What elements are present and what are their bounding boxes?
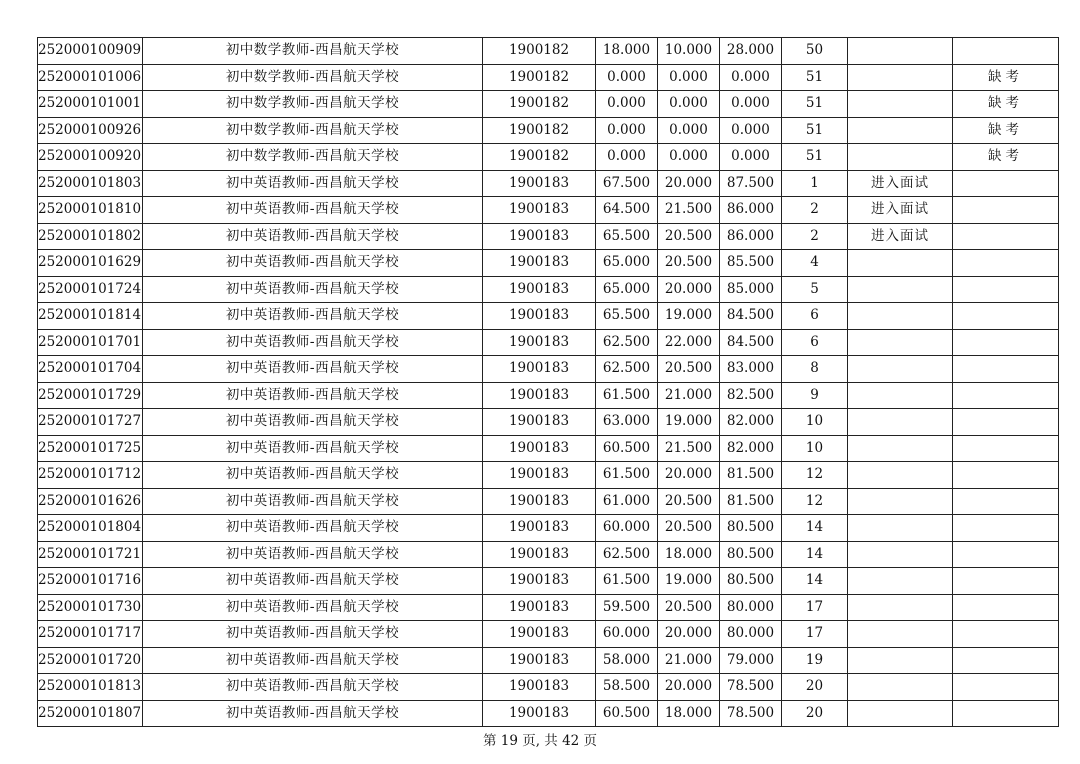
remark-cell	[953, 409, 1059, 436]
written-score-cell: 0.000	[596, 91, 658, 118]
table-row	[38, 568, 1059, 595]
position-cell: 初中英语教师-西昌航天学校	[143, 276, 483, 303]
remark-cell	[953, 382, 1059, 409]
total-score-cell: 82.000	[720, 409, 782, 436]
written-score-cell: 0.000	[596, 117, 658, 144]
total-score-cell: 0.000	[720, 64, 782, 91]
result-cell	[848, 144, 953, 171]
remark-cell	[953, 647, 1059, 674]
bonus-score-cell: 10.000	[658, 38, 720, 65]
rank-cell: 2	[782, 197, 848, 224]
position-code-cell: 1900182	[483, 64, 596, 91]
position-cell: 初中英语教师-西昌航天学校	[143, 488, 483, 515]
total-score-cell: 0.000	[720, 91, 782, 118]
total-score-cell: 85.000	[720, 276, 782, 303]
position-cell: 初中英语教师-西昌航天学校	[143, 170, 483, 197]
candidate-id-cell: 252000101626	[38, 488, 143, 515]
written-score-cell: 67.500	[596, 170, 658, 197]
table-row	[38, 541, 1059, 568]
position-code-cell: 1900183	[483, 647, 596, 674]
candidate-id-cell: 252000101725	[38, 435, 143, 462]
written-score-cell: 65.000	[596, 276, 658, 303]
position-code-cell: 1900183	[483, 621, 596, 648]
bonus-score-cell: 20.000	[658, 621, 720, 648]
table-row	[38, 621, 1059, 648]
total-score-cell: 83.000	[720, 356, 782, 383]
position-cell: 初中英语教师-西昌航天学校	[143, 515, 483, 542]
rank-cell: 14	[782, 568, 848, 595]
bonus-score-cell: 20.000	[658, 276, 720, 303]
remark-cell: 缺考	[953, 117, 1059, 144]
remark-cell: 缺考	[953, 144, 1059, 171]
table-row	[38, 356, 1059, 383]
written-score-cell: 0.000	[596, 64, 658, 91]
table-row	[38, 382, 1059, 409]
written-score-cell: 18.000	[596, 38, 658, 65]
table-row	[38, 91, 1059, 118]
table-row	[38, 64, 1059, 91]
written-score-cell: 61.500	[596, 462, 658, 489]
candidate-id-cell: 252000100920	[38, 144, 143, 171]
total-score-cell: 86.000	[720, 223, 782, 250]
total-score-cell: 86.000	[720, 197, 782, 224]
position-code-cell: 1900183	[483, 594, 596, 621]
result-cell	[848, 621, 953, 648]
bonus-score-cell: 20.500	[658, 356, 720, 383]
rank-cell: 10	[782, 435, 848, 462]
written-score-cell: 64.500	[596, 197, 658, 224]
candidate-id-cell: 252000101804	[38, 515, 143, 542]
rank-cell: 2	[782, 223, 848, 250]
remark-cell	[953, 462, 1059, 489]
written-score-cell: 60.000	[596, 621, 658, 648]
remark-cell	[953, 568, 1059, 595]
remark-cell	[953, 674, 1059, 701]
candidate-id-cell: 252000101730	[38, 594, 143, 621]
result-cell	[848, 117, 953, 144]
position-code-cell: 1900183	[483, 515, 596, 542]
position-code-cell: 1900182	[483, 91, 596, 118]
result-cell	[848, 674, 953, 701]
rank-cell: 10	[782, 409, 848, 436]
total-score-cell: 80.500	[720, 541, 782, 568]
result-cell	[848, 515, 953, 542]
position-cell: 初中英语教师-西昌航天学校	[143, 435, 483, 462]
total-score-cell: 84.500	[720, 329, 782, 356]
result-cell	[848, 276, 953, 303]
position-cell: 初中英语教师-西昌航天学校	[143, 329, 483, 356]
candidate-id-cell: 252000101001	[38, 91, 143, 118]
written-score-cell: 58.000	[596, 647, 658, 674]
position-code-cell: 1900183	[483, 382, 596, 409]
remark-cell	[953, 250, 1059, 277]
remark-cell	[953, 515, 1059, 542]
position-code-cell: 1900183	[483, 197, 596, 224]
result-cell	[848, 488, 953, 515]
total-score-cell: 28.000	[720, 38, 782, 65]
result-cell	[848, 647, 953, 674]
total-score-cell: 82.000	[720, 435, 782, 462]
result-cell	[848, 462, 953, 489]
written-score-cell: 61.000	[596, 488, 658, 515]
total-score-cell: 80.500	[720, 568, 782, 595]
bonus-score-cell: 0.000	[658, 117, 720, 144]
table-row	[38, 462, 1059, 489]
total-score-cell: 85.500	[720, 250, 782, 277]
bonus-score-cell: 18.000	[658, 700, 720, 727]
table-row	[38, 674, 1059, 701]
result-cell	[848, 435, 953, 462]
total-score-cell: 0.000	[720, 117, 782, 144]
bonus-score-cell: 19.000	[658, 303, 720, 330]
table-row	[38, 170, 1059, 197]
written-score-cell: 59.500	[596, 594, 658, 621]
total-score-cell: 80.000	[720, 594, 782, 621]
written-score-cell: 60.500	[596, 700, 658, 727]
position-code-cell: 1900183	[483, 250, 596, 277]
result-cell	[848, 356, 953, 383]
rank-cell: 14	[782, 541, 848, 568]
result-cell	[848, 91, 953, 118]
rank-cell: 51	[782, 117, 848, 144]
total-score-cell: 0.000	[720, 144, 782, 171]
rank-cell: 50	[782, 38, 848, 65]
result-cell: 进入面试	[848, 170, 953, 197]
result-cell: 进入面试	[848, 197, 953, 224]
bonus-score-cell: 20.000	[658, 674, 720, 701]
table-row	[38, 329, 1059, 356]
result-cell: 进入面试	[848, 223, 953, 250]
rank-cell: 12	[782, 488, 848, 515]
bonus-score-cell: 20.000	[658, 462, 720, 489]
remark-cell	[953, 197, 1059, 224]
written-score-cell: 58.500	[596, 674, 658, 701]
table-row	[38, 594, 1059, 621]
position-cell: 初中英语教师-西昌航天学校	[143, 462, 483, 489]
total-score-cell: 78.500	[720, 674, 782, 701]
candidate-id-cell: 252000101814	[38, 303, 143, 330]
table-row	[38, 117, 1059, 144]
bonus-score-cell: 22.000	[658, 329, 720, 356]
candidate-id-cell: 252000101802	[38, 223, 143, 250]
position-cell: 初中英语教师-西昌航天学校	[143, 250, 483, 277]
rank-cell: 12	[782, 462, 848, 489]
position-cell: 初中英语教师-西昌航天学校	[143, 594, 483, 621]
remark-cell	[953, 223, 1059, 250]
remark-cell	[953, 329, 1059, 356]
total-score-cell: 80.500	[720, 515, 782, 542]
position-cell: 初中英语教师-西昌航天学校	[143, 197, 483, 224]
remark-cell	[953, 38, 1059, 65]
table-row	[38, 488, 1059, 515]
position-cell: 初中数学教师-西昌航天学校	[143, 64, 483, 91]
written-score-cell: 60.500	[596, 435, 658, 462]
candidate-id-cell: 252000101807	[38, 700, 143, 727]
position-cell: 初中英语教师-西昌航天学校	[143, 568, 483, 595]
bonus-score-cell: 0.000	[658, 91, 720, 118]
rank-cell: 51	[782, 64, 848, 91]
position-cell: 初中数学教师-西昌航天学校	[143, 91, 483, 118]
total-score-cell: 87.500	[720, 170, 782, 197]
position-cell: 初中数学教师-西昌航天学校	[143, 38, 483, 65]
written-score-cell: 65.500	[596, 303, 658, 330]
position-code-cell: 1900183	[483, 170, 596, 197]
candidate-id-cell: 252000101704	[38, 356, 143, 383]
bonus-score-cell: 21.000	[658, 382, 720, 409]
rank-cell: 20	[782, 674, 848, 701]
candidate-id-cell: 252000100926	[38, 117, 143, 144]
position-code-cell: 1900183	[483, 435, 596, 462]
table-row	[38, 223, 1059, 250]
position-code-cell: 1900182	[483, 117, 596, 144]
remark-cell	[953, 356, 1059, 383]
rank-cell: 4	[782, 250, 848, 277]
written-score-cell: 63.000	[596, 409, 658, 436]
result-cell	[848, 382, 953, 409]
candidate-id-cell: 252000101727	[38, 409, 143, 436]
result-cell	[848, 329, 953, 356]
rank-cell: 5	[782, 276, 848, 303]
bonus-score-cell: 20.000	[658, 170, 720, 197]
table-body	[38, 38, 1059, 727]
bonus-score-cell: 20.500	[658, 515, 720, 542]
table-row	[38, 647, 1059, 674]
bonus-score-cell: 19.000	[658, 568, 720, 595]
candidate-id-cell: 252000101721	[38, 541, 143, 568]
bonus-score-cell: 21.000	[658, 647, 720, 674]
candidate-id-cell: 252000100909	[38, 38, 143, 65]
position-code-cell: 1900183	[483, 329, 596, 356]
candidate-id-cell: 252000101716	[38, 568, 143, 595]
result-cell	[848, 38, 953, 65]
bonus-score-cell: 18.000	[658, 541, 720, 568]
position-cell: 初中英语教师-西昌航天学校	[143, 700, 483, 727]
candidate-id-cell: 252000101629	[38, 250, 143, 277]
bonus-score-cell: 0.000	[658, 144, 720, 171]
candidate-id-cell: 252000101813	[38, 674, 143, 701]
candidate-id-cell: 252000101810	[38, 197, 143, 224]
candidate-id-cell: 252000101803	[38, 170, 143, 197]
remark-cell	[953, 541, 1059, 568]
rank-cell: 17	[782, 594, 848, 621]
written-score-cell: 62.500	[596, 329, 658, 356]
remark-cell	[953, 303, 1059, 330]
bonus-score-cell: 20.500	[658, 250, 720, 277]
written-score-cell: 61.500	[596, 382, 658, 409]
remark-cell	[953, 170, 1059, 197]
page-footer: 第 19 页, 共 42 页	[482, 733, 598, 749]
remark-cell	[953, 488, 1059, 515]
bonus-score-cell: 21.500	[658, 197, 720, 224]
written-score-cell: 62.500	[596, 541, 658, 568]
position-code-cell: 1900183	[483, 674, 596, 701]
result-cell	[848, 409, 953, 436]
table-row	[38, 38, 1059, 65]
position-cell: 初中英语教师-西昌航天学校	[143, 674, 483, 701]
table-row	[38, 144, 1059, 171]
bonus-score-cell: 21.500	[658, 435, 720, 462]
result-cell	[848, 250, 953, 277]
position-code-cell: 1900183	[483, 409, 596, 436]
position-cell: 初中英语教师-西昌航天学校	[143, 409, 483, 436]
remark-cell: 缺考	[953, 91, 1059, 118]
rank-cell: 1	[782, 170, 848, 197]
total-score-cell: 78.500	[720, 700, 782, 727]
candidate-id-cell: 252000101720	[38, 647, 143, 674]
remark-cell	[953, 276, 1059, 303]
candidate-id-cell: 252000101006	[38, 64, 143, 91]
candidate-id-cell: 252000101712	[38, 462, 143, 489]
bonus-score-cell: 20.500	[658, 488, 720, 515]
position-code-cell: 1900183	[483, 462, 596, 489]
written-score-cell: 61.500	[596, 568, 658, 595]
position-code-cell: 1900183	[483, 303, 596, 330]
total-score-cell: 82.500	[720, 382, 782, 409]
position-cell: 初中英语教师-西昌航天学校	[143, 647, 483, 674]
position-cell: 初中数学教师-西昌航天学校	[143, 144, 483, 171]
candidate-id-cell: 252000101724	[38, 276, 143, 303]
written-score-cell: 65.500	[596, 223, 658, 250]
rank-cell: 17	[782, 621, 848, 648]
rank-cell: 51	[782, 91, 848, 118]
rank-cell: 51	[782, 144, 848, 171]
remark-cell	[953, 435, 1059, 462]
position-cell: 初中英语教师-西昌航天学校	[143, 382, 483, 409]
position-cell: 初中英语教师-西昌航天学校	[143, 541, 483, 568]
position-cell: 初中数学教师-西昌航天学校	[143, 117, 483, 144]
remark-cell: 缺考	[953, 64, 1059, 91]
remark-cell	[953, 621, 1059, 648]
position-cell: 初中英语教师-西昌航天学校	[143, 223, 483, 250]
rank-cell: 9	[782, 382, 848, 409]
candidate-id-cell: 252000101729	[38, 382, 143, 409]
written-score-cell: 62.500	[596, 356, 658, 383]
rank-cell: 14	[782, 515, 848, 542]
result-cell	[848, 303, 953, 330]
bonus-score-cell: 20.500	[658, 594, 720, 621]
rank-cell: 19	[782, 647, 848, 674]
table-row	[38, 409, 1059, 436]
result-cell	[848, 700, 953, 727]
table-row	[38, 515, 1059, 542]
rank-cell: 20	[782, 700, 848, 727]
total-score-cell: 79.000	[720, 647, 782, 674]
table-row	[38, 276, 1059, 303]
position-code-cell: 1900183	[483, 356, 596, 383]
result-cell	[848, 64, 953, 91]
total-score-cell: 81.500	[720, 462, 782, 489]
total-score-cell: 81.500	[720, 488, 782, 515]
position-cell: 初中英语教师-西昌航天学校	[143, 356, 483, 383]
written-score-cell: 60.000	[596, 515, 658, 542]
rank-cell: 6	[782, 329, 848, 356]
written-score-cell: 65.000	[596, 250, 658, 277]
result-cell	[848, 594, 953, 621]
position-code-cell: 1900183	[483, 488, 596, 515]
position-code-cell: 1900183	[483, 700, 596, 727]
position-cell: 初中英语教师-西昌航天学校	[143, 621, 483, 648]
position-code-cell: 1900183	[483, 568, 596, 595]
candidate-id-cell: 252000101701	[38, 329, 143, 356]
remark-cell	[953, 594, 1059, 621]
written-score-cell: 0.000	[596, 144, 658, 171]
results-table	[37, 37, 1059, 727]
position-code-cell: 1900182	[483, 144, 596, 171]
position-cell: 初中英语教师-西昌航天学校	[143, 303, 483, 330]
result-cell	[848, 568, 953, 595]
remark-cell	[953, 700, 1059, 727]
table-row	[38, 303, 1059, 330]
rank-cell: 6	[782, 303, 848, 330]
bonus-score-cell: 0.000	[658, 64, 720, 91]
total-score-cell: 84.500	[720, 303, 782, 330]
position-code-cell: 1900183	[483, 541, 596, 568]
table-row	[38, 197, 1059, 224]
rank-cell: 8	[782, 356, 848, 383]
table-row	[38, 250, 1059, 277]
table-row	[38, 700, 1059, 727]
bonus-score-cell: 20.500	[658, 223, 720, 250]
bonus-score-cell: 19.000	[658, 409, 720, 436]
result-cell	[848, 541, 953, 568]
position-code-cell: 1900183	[483, 276, 596, 303]
position-code-cell: 1900183	[483, 223, 596, 250]
position-code-cell: 1900182	[483, 38, 596, 65]
candidate-id-cell: 252000101717	[38, 621, 143, 648]
table-row	[38, 435, 1059, 462]
total-score-cell: 80.000	[720, 621, 782, 648]
